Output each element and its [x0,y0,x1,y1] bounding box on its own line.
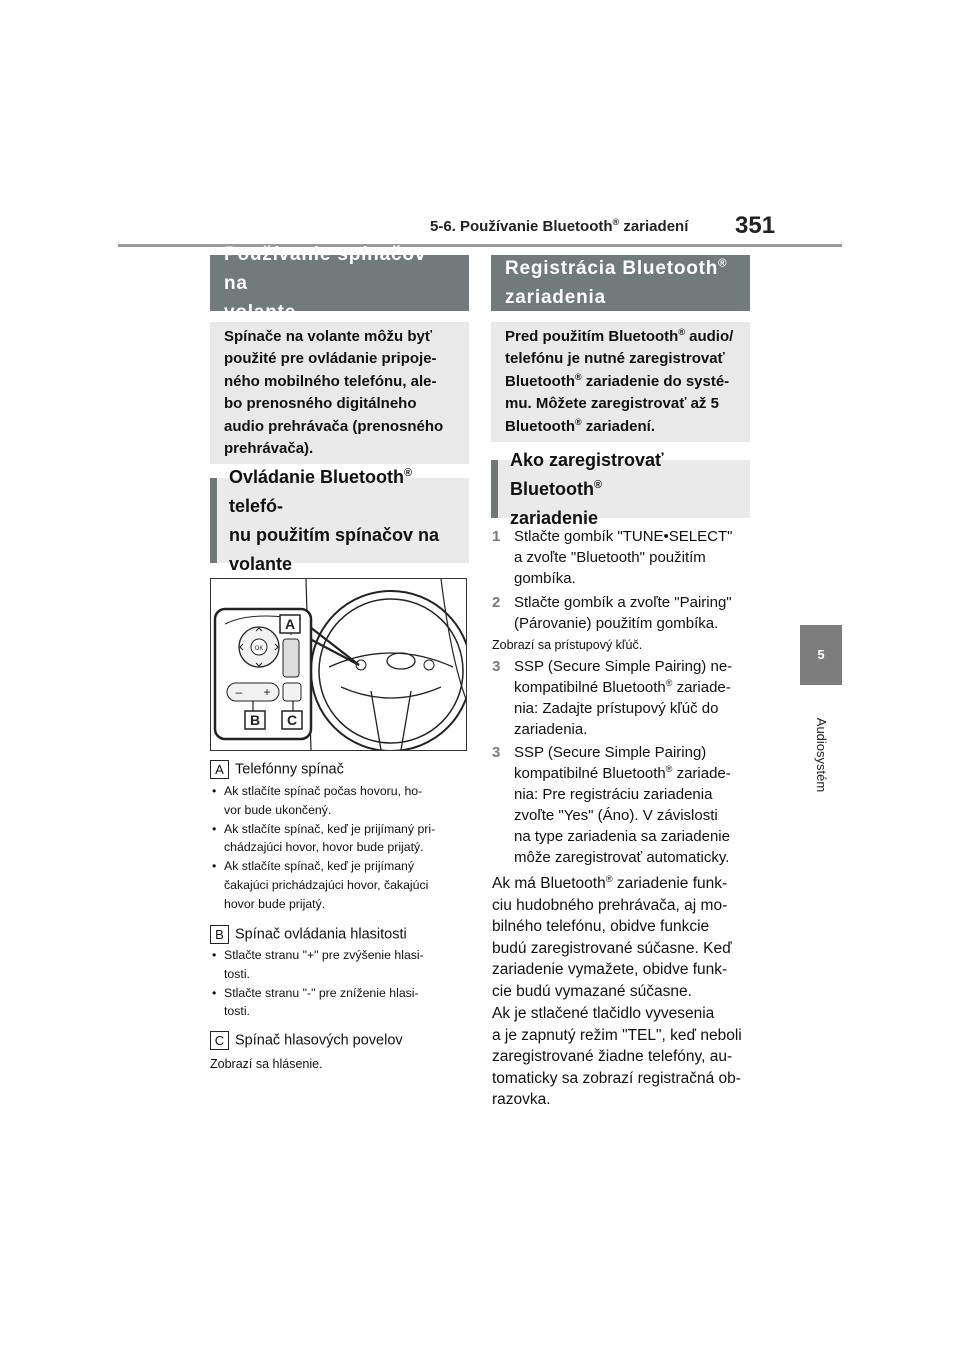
item-c-note: Zobrazí sa hlásenie. [210,1057,323,1071]
figure-label-c: C [286,712,298,728]
item-b-title: B Spínač ovládania hlasitosti [210,925,407,944]
steering-wheel-figure [210,578,467,751]
paragraph-dual-function: Ak má Bluetooth® zariadenie funk- ciu hudobného prehrávača, aj mo- bilného telefónu, obidve funkcie budú zaregistrované súčasne. Keď zariadenie vymažete, obidve funk- cie budú vymazané súčasne. [492,873,732,1000]
chapter-label: Audiosystém [814,717,829,793]
running-header: 5-6. Používanie Bluetooth® zariadení [430,217,689,235]
svg-text:OK: OK [254,646,264,652]
list-item: • Ak stlačíte spínač počas hovoru, ho- vor bude ukončený. [210,782,472,820]
item-a-bullets [210,782,472,914]
step-1: 1 Stlačte gombík "TUNE•SELECT" a zvoľte "Bluetooth" použitím gombíka. [492,528,733,587]
item-c-title: C Spínač hlasových povelov [210,1031,403,1050]
svg-text:–: – [235,685,243,699]
intro-box-steering-switches: Spínače na volante môžu byť použité pre ovládanie pripoje- ného mobilného telefónu, ale- bo prenosného digitálneho audio prehrávača (prenosného prehrávača). [210,322,469,464]
list-item: • Ak stlačíte spínač, keď je prijímaný pri- chádzajúci hovor, hovor bude prijatý. [210,820,472,858]
chapter-tab: 5 [800,625,842,685]
page-number: 351 [735,212,776,239]
step-2: 2 Stlačte gombík a zvoľte "Pairing" (Párovanie) použitím gombíka. [492,594,732,632]
step-2-note: Zobrazí sa prístupový kľúč. [492,638,643,652]
figure-label-b: B [249,712,261,728]
steering-wheel-illustration [211,579,466,750]
section-title-steering-switches: Používanie spínačov na volante [210,255,469,311]
section-title-bt-registration: Registrácia Bluetooth® zariadenia [491,255,750,311]
step-3-non-ssp: 3 SSP (Secure Simple Pairing) ne- kompatibilné Bluetooth® zariade- nia: Zadajte prístupový kľúč do zariadenia. [492,658,733,738]
figure-label-a: A [284,616,296,632]
item-a-title: A Telefónny spínač [210,760,344,779]
intro-box-bt-registration: Pred použitím Bluetooth® audio/ telefónu je nutné zaregistrovať Bluetooth® zariadenie do systé- mu. Môžete zaregistrovať až 5 Bluetooth® zariadení. [491,322,750,442]
paragraph-hang-up: Ak je stlačené tlačidlo vyvesenia a je zapnutý režim "TEL", keď neboli zaregistrované žiadne telefóny, au- tomaticky sa zobrazí registračná ob- razovka. [492,1005,742,1109]
list-item: • Stlačte stranu "+" pre zvýšenie hlasi- tosti. [210,946,472,984]
list-item: • Stlačte stranu "-" pre zníženie hlasi- tosti. [210,984,472,1022]
list-item: • Ak stlačíte spínač, keď je prijímaný čakajúci prichádzajúci hovor, čakajúci hovor bude prijatý. [210,857,472,913]
subsection-title-how-to-register: Ako zaregistrovať Bluetooth® zariadenie [491,460,750,518]
step-3-ssp: 3 SSP (Secure Simple Pairing) kompatibilné Bluetooth® zariade- nia: Pre registráciu zariadenia zvoľte "Yes" (Áno). V závislosti na type zariadenia sa zariadenie môže zaregistrovať automaticky. [492,744,731,866]
item-b-bullets [210,946,472,1021]
svg-text:+: + [263,685,271,699]
subsection-title-bt-phone: Ovládanie Bluetooth® telefó- nu použitím spínačov na volante [210,478,469,563]
